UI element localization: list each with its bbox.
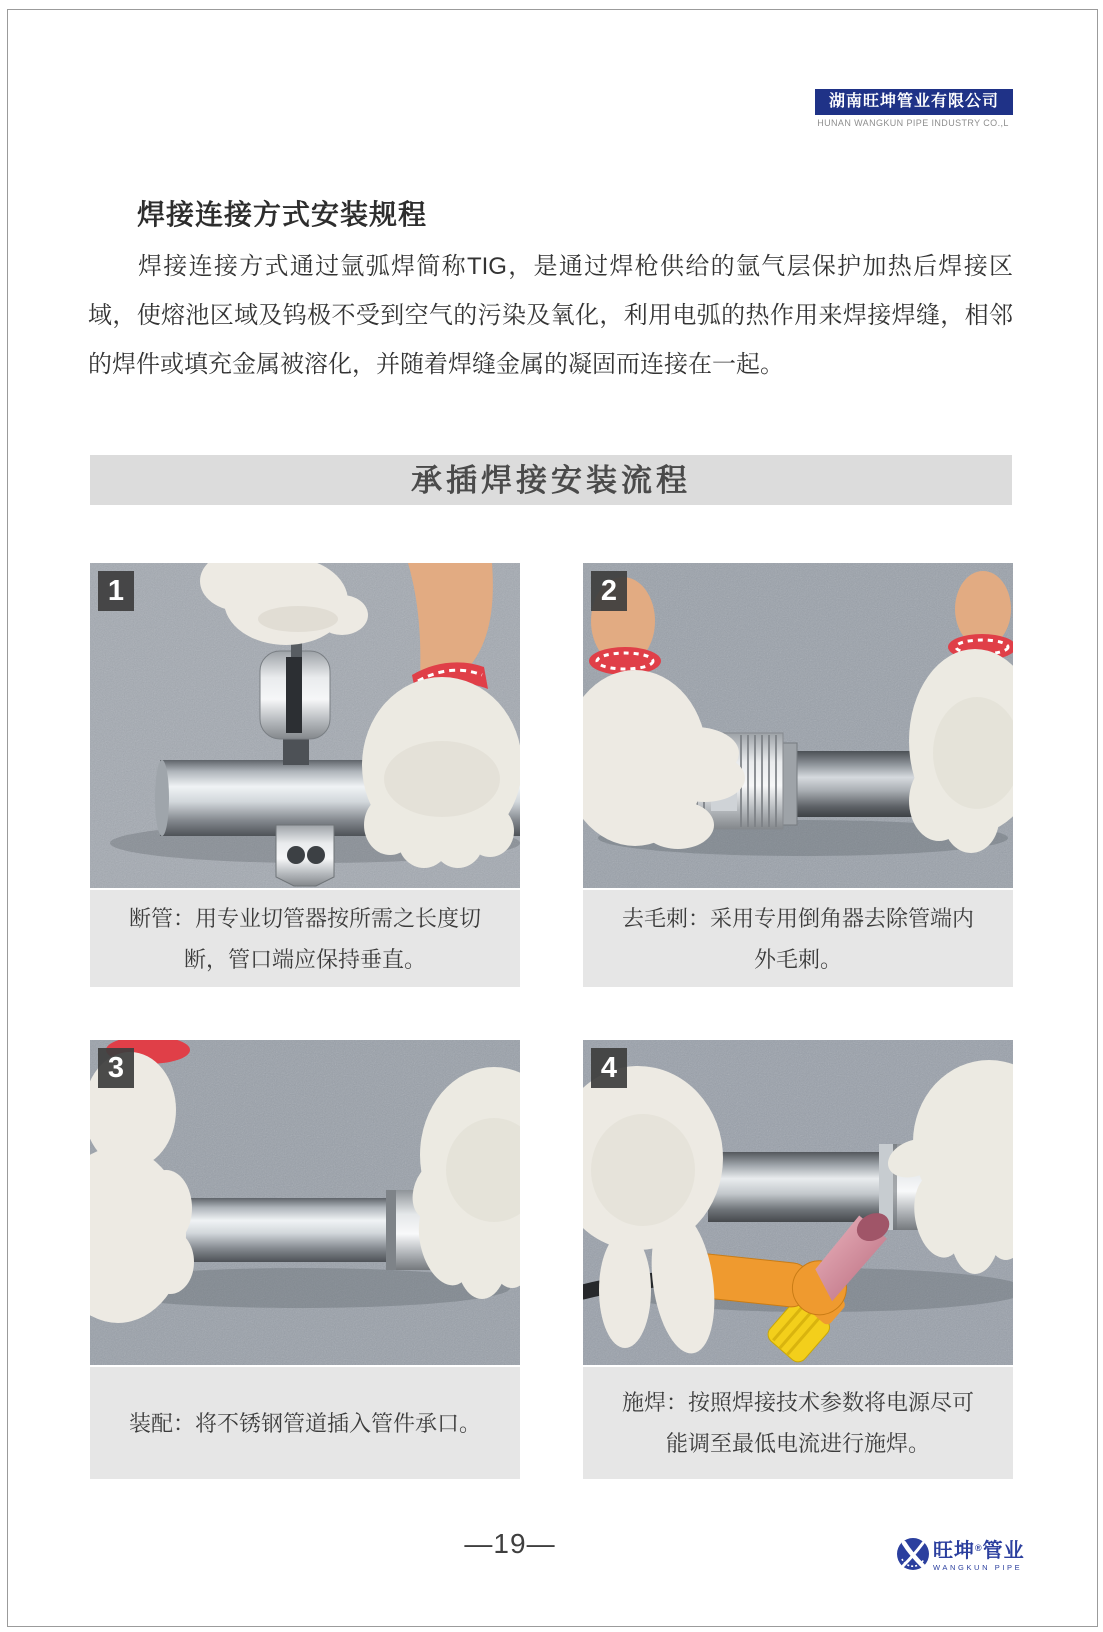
wangkun-logo-icon <box>896 1537 930 1571</box>
step-caption-4 <box>583 1367 1013 1479</box>
pipe-assembly-illustration <box>90 1040 520 1365</box>
photo-step-4 <box>583 1040 1013 1365</box>
caption-line: 外毛刺。 <box>753 946 842 972</box>
registered-mark: ® <box>975 1543 983 1553</box>
photo-step-2 <box>583 563 1013 888</box>
step-number-badge: 3 <box>98 1048 134 1088</box>
section-paragraph: 焊接连接方式通过氩弧焊简称TIG，是通过焊枪供给的氩气层保护加热后焊接区域，使熔池区域及钨极不受到空气的污染及氧化，利用电弧的热作用来焊接焊缝，相邻的焊件或填充金属被溶化，并随着焊缝金属的凝固而连接在一起。 <box>88 253 1013 378</box>
pipe-cutting-illustration <box>90 563 520 888</box>
logo-text <box>933 1537 1025 1572</box>
step-number-badge: 2 <box>591 571 627 611</box>
process-flow-banner: 承插焊接安装流程 <box>90 455 1012 505</box>
step-number-badge: 1 <box>98 571 134 611</box>
step-caption-2 <box>583 890 1013 987</box>
caption-line: 断，管口端应保持垂直。 <box>183 946 426 972</box>
photo-step-3 <box>90 1040 520 1365</box>
header-company-name-en: HUNAN WANGKUN PIPE INDUSTRY CO.,L <box>817 118 1009 128</box>
caption-line: 装配：将不锈钢管道插入管件承口。 <box>128 1410 481 1436</box>
step-caption-3 <box>90 1367 520 1479</box>
section-title: 焊接连接方式安装规程 <box>137 199 428 230</box>
caption-line: 能调至最低电流进行施焊。 <box>665 1431 930 1456</box>
logo-name-en: WANGKUN PIPE <box>933 1563 1023 1572</box>
step-caption-1 <box>90 890 520 987</box>
header-company-name: 湖南旺坤管业有限公司 <box>815 89 1013 115</box>
caption-line: 施焊：按照焊接技术参数将电源尽可 <box>621 1390 974 1415</box>
caption-line: 去毛刺：采用专用倒角器去除管端内 <box>621 905 974 931</box>
caption-line: 断管：用专业切管器按所需之长度切 <box>128 905 481 931</box>
photo-step-1 <box>90 563 520 888</box>
deburring-illustration <box>583 563 1013 888</box>
page-number: —19— <box>464 1528 556 1559</box>
footer-logo <box>896 1537 1025 1572</box>
step-number-badge: 4 <box>591 1048 627 1088</box>
logo-name-cn: 旺坤®管业 <box>933 1540 1025 1562</box>
tig-welding-illustration <box>583 1040 1013 1365</box>
